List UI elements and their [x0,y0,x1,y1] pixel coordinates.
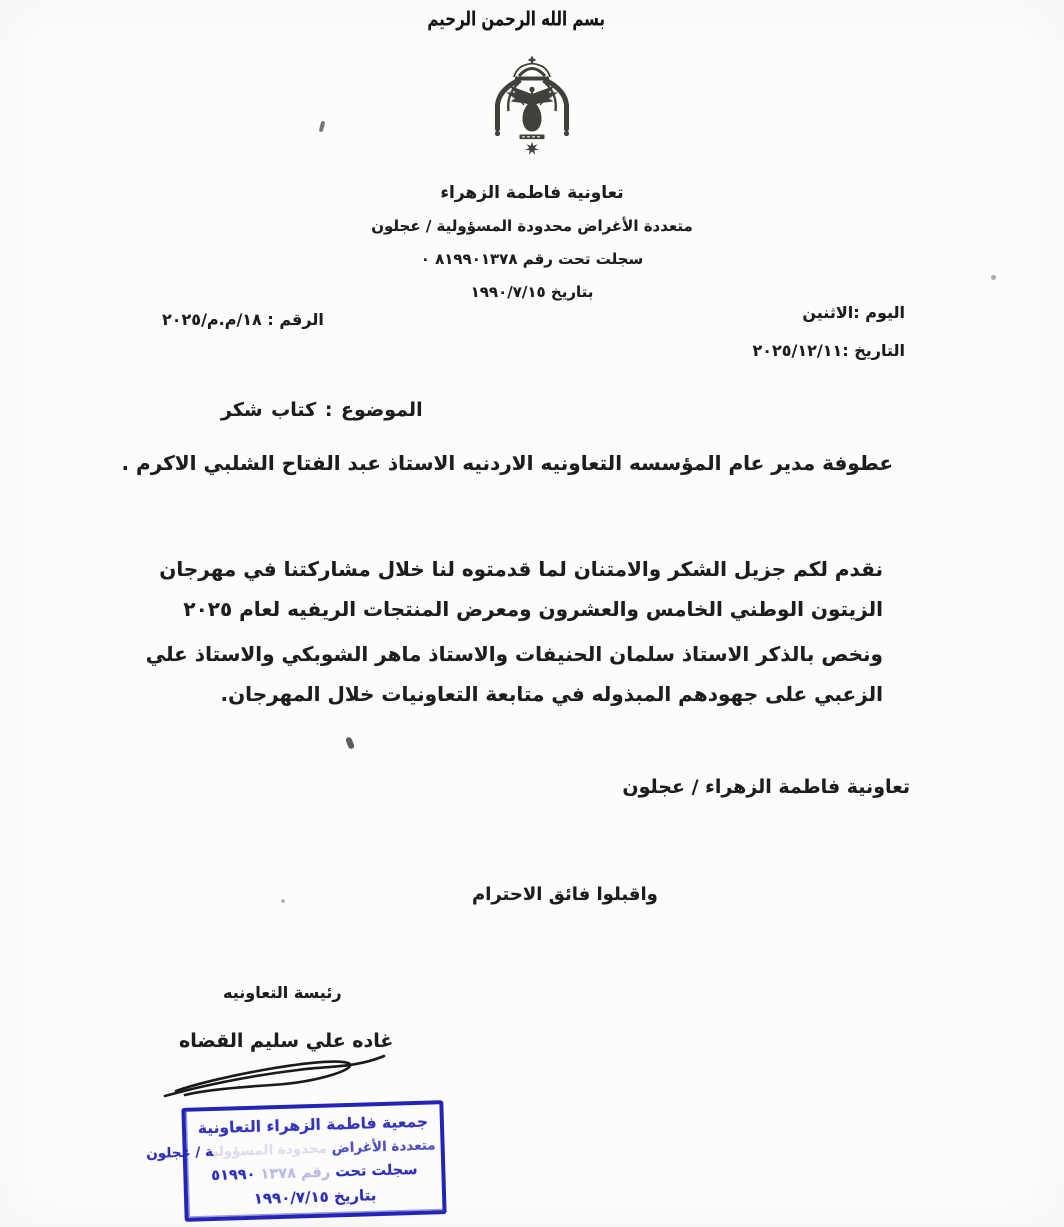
body-paragraph-2 [146,634,883,714]
addressee-line: عطوفة مدير عام المؤسسه التعاونيه الاردنيه الاستاذ عبد الفتاح الشلبي الاكرم . [121,451,893,475]
stamp-text-segment: ٥١٩٩٠ [210,1166,256,1185]
sender-organization-line: تعاونية فاطمة الزهراء / عجلون [622,776,910,798]
day-line: اليوم :الاثنين [802,303,905,322]
seven-pointed-star [525,142,538,155]
org-registration-number: سجلت تحت رقم ٨١٩٩٠١٣٧٨ ٠ [420,250,644,268]
paragraph-line: نقدم لكم جزيل الشكر والامتنان لما قدمتوه لنا خلال مشاركتنا في مهرجان [159,557,883,581]
org-name: تعاونية فاطمة الزهراء [440,183,624,203]
crown-cross [529,57,536,64]
jordan-coat-of-arms-emblem [490,56,574,158]
paragraph-line: الزيتون الوطني الخامس والعشرون ومعرض المنتجات الريفيه لعام ٢٠٢٥ [183,597,883,621]
stamp-org-name: جمعية فاطمة الزهراء التعاونية [197,1112,429,1138]
handwritten-signature [160,1050,390,1098]
subject-line: الموضوع : كتاب شكر [221,399,423,421]
paragraph-line: الزعبي على جهودهم المبذوله في متابعة التعاونيات خلال المهرجان. [220,682,883,706]
org-registration-date: بتاريخ ١٩٩٠/٧/١٥ [470,283,594,301]
reference-number-line: الرقم : ١٨/م.م/٢٠٢٥ [162,310,324,329]
body-paragraph-1 [159,549,883,629]
stamp-text-segment-faded: محدودة المسؤولي [212,1140,328,1160]
scan-speck [991,275,996,280]
scan-speck [281,899,285,903]
org-letterhead [312,177,752,309]
paragraph-line: ونخص بالذكر الاستاذ سلمان الحنيفات والاستاذ ماهر الشوبكي والاستاذ علي [145,642,883,666]
stamp-text-segment: ة / عجلون [146,1143,214,1162]
signatory-title: رئيسة التعاونيه [223,983,342,1002]
stamp-text-segment-faded: رقم ١٣٧٨ [255,1164,331,1183]
stamp-date-line: بتاريخ ١٩٩٠/٧/١٥ [253,1186,377,1208]
scan-speck [345,736,355,749]
official-stamp [146,1100,446,1222]
bismillah-calligraphy: بسم الله الرحمن الرحيم [427,7,605,31]
stamp-text-segment: متعددة الأغراض [326,1137,436,1157]
date-line: التاريخ :٢٠٢٥/١٢/١١ [752,341,905,360]
eagle-head [529,87,534,92]
signatory-name: غاده علي سليم القضاه [179,1030,394,1052]
closing-salutation: واقبلوا فائق الاحترام [472,884,658,905]
globe [523,100,542,132]
stamp-text-segment: سجلت تحت [329,1161,418,1181]
scan-speck [319,121,326,133]
org-description: متعددة الأغراض محدودة المسؤولية / عجلون [371,217,693,235]
